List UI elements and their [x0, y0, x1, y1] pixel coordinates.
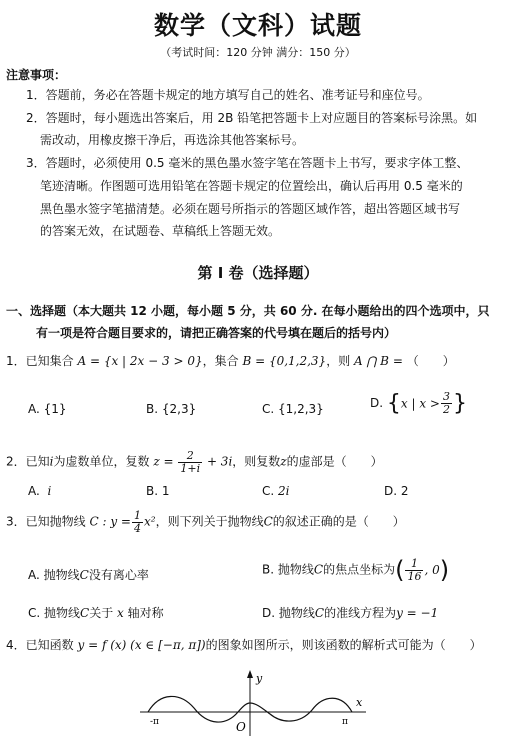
question-text: ，则 — [326, 354, 351, 368]
q2-option-d: D. 2 — [384, 484, 409, 498]
option-label: C. 抛物线 — [28, 606, 81, 620]
numerator: 2 — [178, 450, 202, 463]
q1-option-d — [370, 391, 467, 416]
question-text: 的图象如图所示，则该函数的解析式可能为（ ） — [205, 638, 482, 652]
q3-option-a — [28, 566, 149, 583]
fraction — [405, 558, 423, 582]
notice-line-7: 的答案无效，在试题卷、草稿纸上答题无效。 — [40, 224, 281, 238]
x-var: x — [117, 606, 124, 620]
section-heading: 一、选择题（本大题共 12 小题，每小题 5 分，共 60 分. 在每小题给出的四个选项中，只 — [6, 304, 490, 318]
option-text: 的焦点坐标为 — [323, 562, 396, 577]
q3-option-c — [28, 604, 164, 621]
curve-c: C — [263, 514, 273, 529]
denominator: 2 — [442, 403, 450, 416]
notice-line-5: 笔迹清晰。作图题可选用铅笔在答题卡规定的位置绘出，确认后再用 0.5 毫米的 — [40, 179, 463, 193]
notice-line-1: 1．答题前，务必在答题卡规定的地方填写自己的姓名、准考证号和座位号。 — [26, 88, 430, 102]
option-text: 关于 — [89, 606, 114, 620]
question-text: 已知 — [25, 454, 50, 469]
option-value: 2i — [278, 484, 290, 498]
question-text: 的虚部是（ ） — [286, 454, 383, 469]
brace-close: } — [452, 391, 467, 416]
paren-open: ( — [395, 556, 405, 584]
q2-option-a — [28, 484, 51, 498]
option-text: 没有离心率 — [88, 568, 149, 582]
x-axis-label: x — [356, 696, 363, 709]
q1-option-b: B. {2,3} — [146, 402, 197, 416]
notice-line-2: 2．答题时，每小题选出答案后，用 2B 铅笔把答题卡上对应题目的答案标号涂黑。如 — [26, 111, 478, 125]
x-squared: x² — [144, 514, 156, 529]
q1-option-c: C. {1,2,3} — [262, 402, 324, 416]
curve-c: C — [313, 562, 324, 577]
question-text: 的叙述正确的是（ ） — [272, 514, 405, 529]
directrix-eq: y = −1 — [396, 606, 439, 620]
y-axis-arrow — [247, 670, 253, 678]
numerator: 1 — [405, 558, 423, 571]
option-label: D. 抛物线 — [262, 606, 315, 620]
set-condition: x | x > — [400, 396, 440, 411]
question-number: 3． — [6, 514, 26, 529]
option-text: 的准线方程为 — [324, 606, 397, 620]
neg-pi-label: -π — [150, 717, 159, 727]
option-label: B. 抛物线 — [262, 562, 314, 577]
z-eq: z = — [153, 454, 174, 469]
notice-line-3: 需改动，用橡皮擦干净后，再选涂其他答案标号。 — [40, 133, 305, 147]
exam-subtitle: （考试时间：120 分钟 满分：150 分） — [160, 46, 356, 59]
option-label: A. — [28, 484, 40, 498]
question-text: 已知函数 — [25, 638, 74, 652]
plus-term: + 3i — [206, 454, 233, 469]
curve-c: C — [80, 606, 90, 620]
question-4 — [6, 636, 482, 653]
pos-pi-label: π — [342, 717, 348, 727]
parabola-eq: C : y = — [89, 514, 131, 529]
notice-line-6: 黑色墨水签字笔描清楚。必须在题号所指示的答题区域作答，超出答题区域书写 — [40, 202, 461, 216]
fraction — [441, 391, 452, 415]
numerator: 3 — [442, 390, 450, 404]
question-text: ，则复数 — [232, 454, 281, 469]
numerator: 1 — [134, 509, 141, 522]
q1-option-a: A. {1} — [28, 402, 67, 416]
question-text: 为虚数单位，复数 — [53, 454, 150, 469]
option-text: 轴对称 — [127, 606, 164, 620]
question-2 — [6, 450, 383, 474]
z-var: z — [280, 454, 287, 469]
question-number: 2． — [6, 454, 26, 469]
paren-close: ) — [439, 556, 450, 584]
notice-line-4: 3．答题时，必须使用 0.5 毫米的黑色墨水签字笔在答题卡上书写，要求字体工整、 — [26, 156, 469, 170]
question-text: = （ ） — [392, 354, 455, 368]
option-value: i — [47, 484, 52, 498]
option-label: A. 抛物线 — [28, 568, 80, 582]
question-text: ，集合 — [202, 354, 239, 368]
intersection-expr: A ⋂ B — [354, 354, 390, 368]
set-a: A = {x | 2x − 3 > 0} — [77, 354, 203, 368]
brace-open: { — [386, 391, 401, 416]
question-number: 1． — [6, 354, 26, 368]
y-axis-label: y — [256, 672, 263, 685]
denominator: 16 — [407, 569, 422, 583]
option-label: C. — [262, 484, 275, 498]
question-text: 已知抛物线 — [25, 514, 86, 529]
question-3 — [6, 510, 405, 534]
question-text: 已知集合 — [25, 354, 74, 368]
exam-title: 数学（文科）试题 — [153, 11, 362, 40]
question-1 — [6, 352, 455, 369]
curve-c: C — [314, 606, 325, 620]
notice-heading: 注意事项： — [6, 68, 67, 82]
fraction — [178, 450, 202, 474]
q3-option-d — [262, 604, 438, 621]
function-def: y = f (x) (x ∈ [−π, π]) — [77, 638, 206, 652]
coordinate-tail: , 0 — [424, 563, 440, 577]
set-b: B = {0,1,2,3} — [242, 354, 327, 368]
q3-option-b — [262, 556, 449, 584]
origin-label: O — [236, 720, 246, 734]
question-number: 4． — [6, 638, 26, 652]
q2-option-b: B. 1 — [146, 484, 170, 498]
question-text: ，则下列关于抛物线 — [155, 514, 264, 529]
section-heading-cont: 有一项是符合题目要求的，请把正确答案的代号填在题后的括号内） — [36, 326, 397, 340]
q2-option-c — [262, 484, 290, 498]
fraction — [132, 510, 143, 534]
option-label: D. — [370, 396, 384, 410]
curve-c: C — [79, 568, 89, 582]
imag-unit: i — [49, 454, 54, 469]
function-graph — [130, 668, 380, 738]
denominator: 1+i — [180, 461, 201, 475]
part-title: 第 Ⅰ 卷（选择题） — [197, 264, 319, 282]
denominator: 4 — [134, 521, 141, 535]
